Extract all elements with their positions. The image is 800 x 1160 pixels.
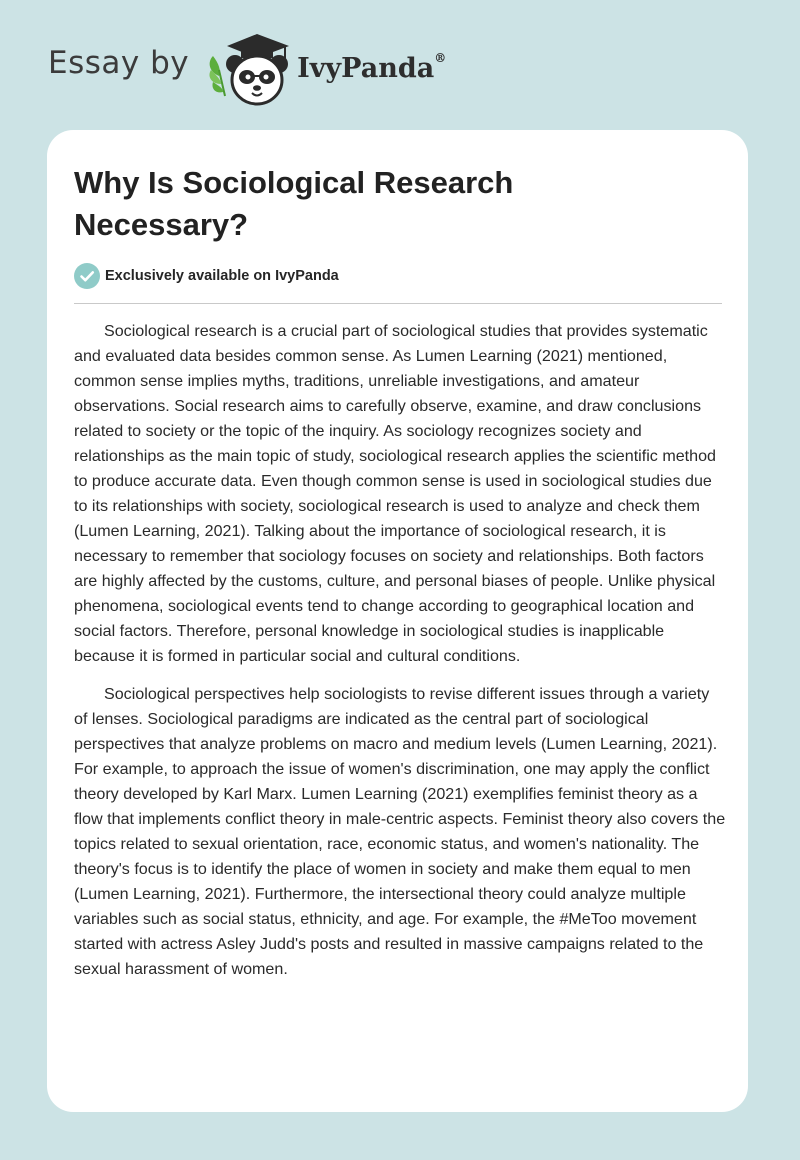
- essay-by-label: Essay by: [48, 45, 190, 81]
- site-header: [48, 30, 446, 110]
- exclusive-badge: [74, 263, 339, 289]
- essay-body: [74, 319, 726, 995]
- check-circle-icon: [74, 263, 100, 289]
- brand-name[interactable]: IvyPanda®: [297, 50, 447, 84]
- essay-card: [47, 130, 748, 1112]
- paragraph: Sociological research is a crucial part of sociological studies that provides systematic and evaluated data besides common sense. As Lumen Learning (2021) mentioned, common sense implies myths, traditions, unreliable investigations, and amateur observations. Social research aims to carefully observe, examine, and draw conclusions related to society or the topic of the inquiry. As sociology recognizes society and relationships as the main topic of study, sociological research applies the scientific method to produce accurate data. Even though common sense is used in sociological studies due to its relationships with society, sociological research is used to analyze and check them (Lumen Learning, 2021). Talking about the importance of sociological research, it is necessary to remember that sociology focuses on society and relationships. Both factors are highly affected by the customs, culture, and personal biases of people. Unlike physical phenomena, sociological events tend to change according to geographical location and social factors. Therefore, personal knowledge in sociological studies is inapplicable because it is formed in particular social and cultural conditions.: [74, 322, 716, 665]
- paragraph: Sociological perspectives help sociologists to revise different issues through a variety of lenses. Sociological paradigms are indicated as the central part of sociological perspectives that analyze problems on macro and medium levels (Lumen Learning, 2021). For example, to approach the issue of women's discrimination, one may apply the conflict theory developed by Karl Marx. Lumen Learning (2021) exemplifies feminist theory as a flow that implements conflict theory in male-centric aspects. Feminist theory also covers the topics related to sexual orientation, race, economic status, and women's nationality. The theory's focus is to identify the place of women in society and make them equal to men (Lumen Learning, 2021). Furthermore, the intersectional theory could analyze multiple variables such as social status, ethnicity, and age. For example, the #MeToo movement started with actress Asley Judd's posts and resulted in massive campaigns related to the sexual harassment of women.: [74, 685, 726, 978]
- exclusive-label: Exclusively available on IvyPanda: [105, 268, 339, 284]
- page-title: Why Is Sociological Research Necessary?: [74, 165, 514, 242]
- registered-mark: ®: [434, 50, 447, 65]
- panda-graduation-cap-logo-icon[interactable]: [205, 32, 295, 108]
- divider: [74, 303, 722, 304]
